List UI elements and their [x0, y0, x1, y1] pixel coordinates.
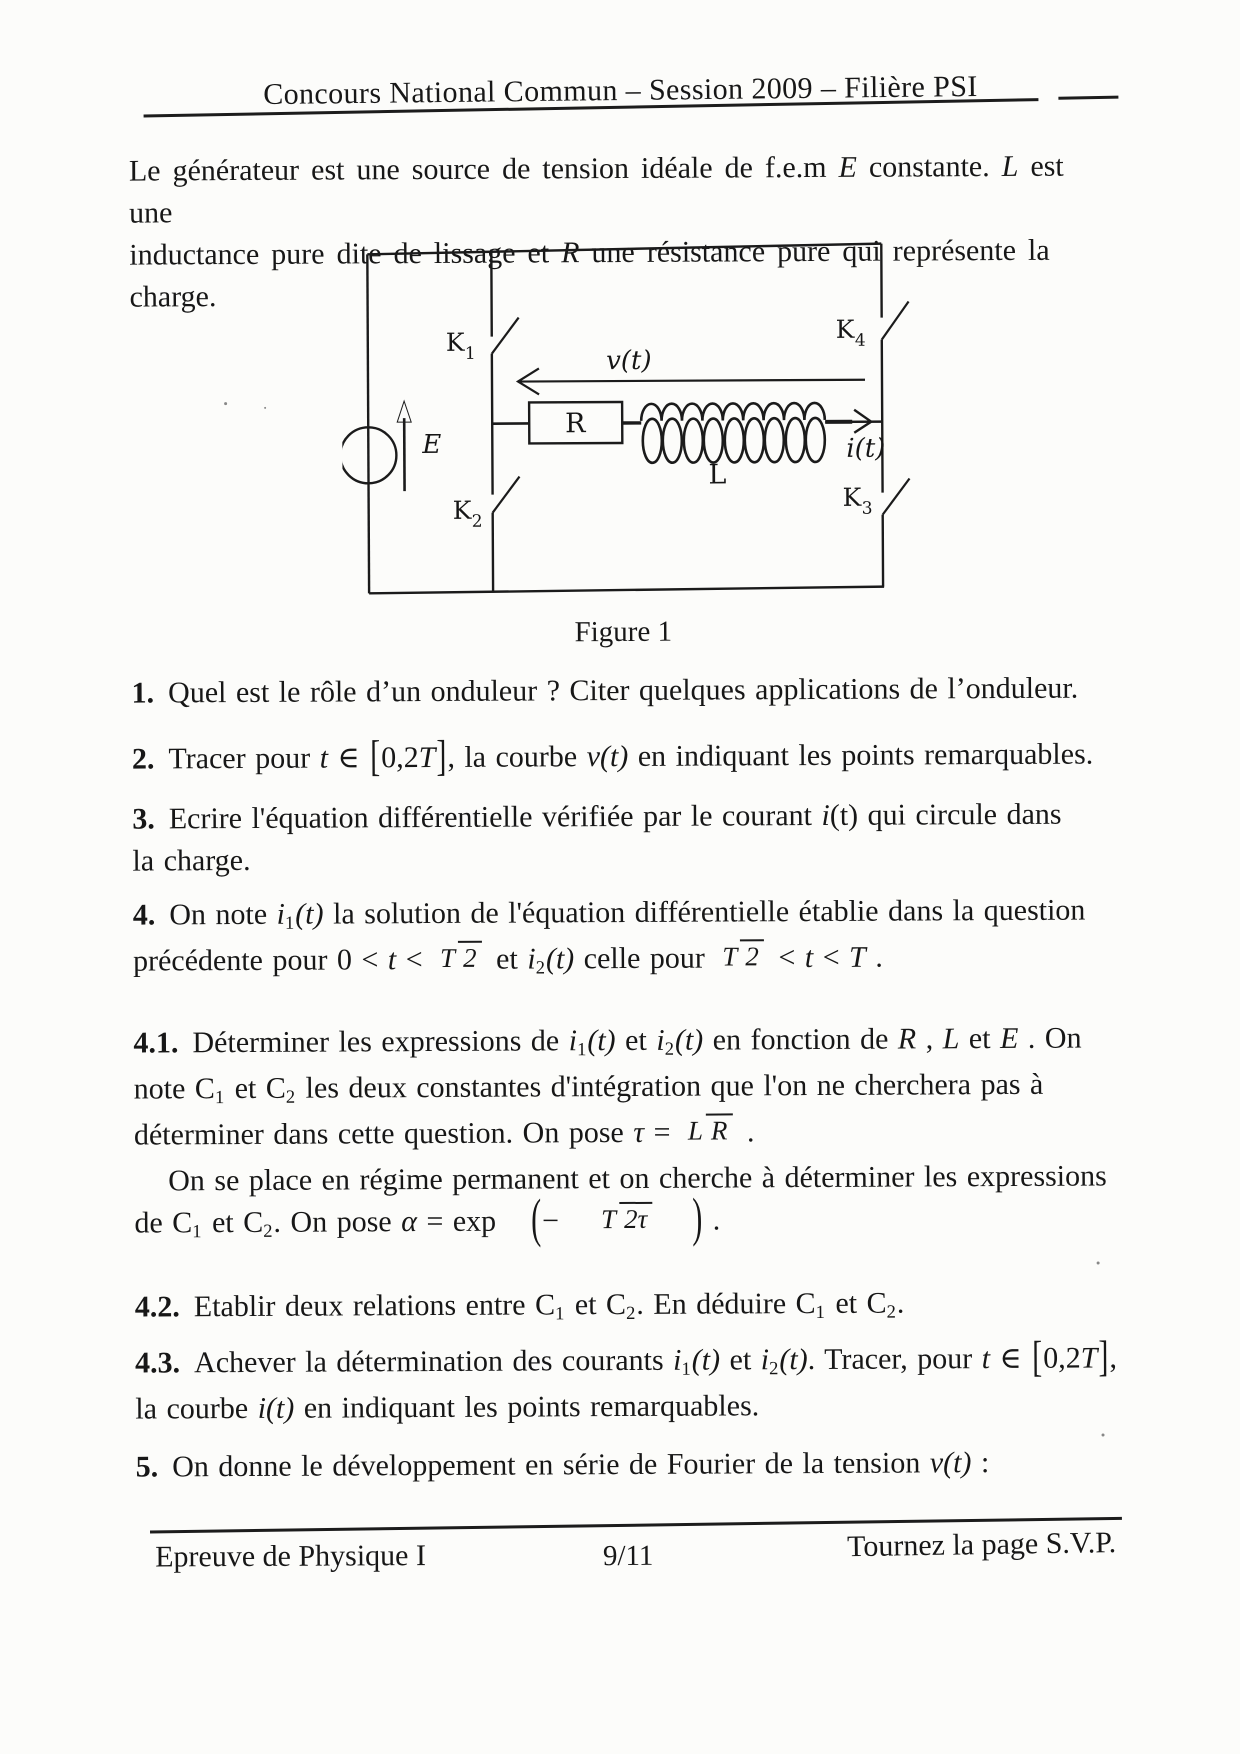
svg-text:K: K	[835, 314, 855, 344]
inductor-coil-icon	[641, 403, 825, 463]
question-4-2: 4.2. Etablir deux relations entre C1 et C2. En déduire C1 et C2.	[134, 1286, 905, 1325]
question-number: 5.	[135, 1450, 159, 1484]
footer-exam-title: Epreuve de Physique I	[155, 1539, 426, 1574]
inductor-label: L	[708, 459, 727, 491]
switch-k2-label	[453, 496, 483, 532]
question-number: 1.	[131, 676, 155, 710]
switch-k4-icon	[882, 301, 909, 339]
scan-speck	[1102, 1433, 1105, 1436]
scan-speck	[1097, 1262, 1100, 1265]
switch-k3-label	[843, 483, 873, 519]
footer-turn-page-note: Tournez la page S.V.P.	[846, 1526, 1117, 1564]
middle-wire	[491, 250, 493, 593]
switch-k1-label	[446, 328, 476, 364]
switch-k3-icon	[883, 478, 910, 514]
outer-loop-wires	[367, 244, 884, 594]
steady-state-paragraph: On se place en régime permanent et on cherche à déterminer les expressions de C1 et C2. On pose α = exp (− T 2τ ) .	[134, 1159, 1107, 1249]
question-2: 2. Tracer pour t ∈ [0,2T], la courbe v(t) en indiquant les points remarquables.	[131, 732, 1094, 781]
question-4: 4. On note i1(t) la solution de l'équation différentielle établie dans la question précédente pour 0 < t < T 2 et i2(t) celle pour T 2 < t < T .	[132, 893, 1086, 979]
svg-text:K: K	[445, 327, 465, 357]
svg-text:2: 2	[471, 511, 483, 532]
question-number: 4.3.	[135, 1346, 181, 1380]
question-4-1: 4.1. Déterminer les expressions de i1(t) et i2(t) en fonction de R , L et E . On note C1 et C2 les deux constantes d'intégration que l'on ne cherchera pas à déterminer dans cette question. On pose τ = L R .	[133, 1021, 1082, 1152]
scan-speck	[264, 407, 266, 409]
question-number: 4.	[132, 898, 156, 932]
right-wire	[881, 244, 883, 587]
switch-k4-label	[836, 315, 866, 351]
scan-speck	[224, 402, 227, 405]
resistor-label: R	[564, 408, 586, 440]
switch-k1-icon	[492, 318, 519, 354]
question-1: 1. Quel est le rôle d’un onduleur ? Citer quelques applications de l’onduleur.	[131, 671, 1079, 710]
svg-text:K: K	[452, 495, 472, 525]
voltage-label: v(t)	[606, 345, 652, 377]
question-number: 4.1.	[133, 1026, 179, 1060]
current-arrow-icon	[825, 410, 882, 433]
svg-text:1: 1	[464, 343, 476, 364]
switch-k2-icon	[492, 477, 519, 513]
question-number: 3.	[132, 802, 155, 836]
intro-paragraph: Le générateur est une source de tension idéale de f.e.m E constante. L est une inductance pure dite de lissage et R une résistance pure qui représente la charge.	[128, 149, 1064, 314]
bottom-wire	[369, 587, 884, 594]
figure-caption: Figure 1	[574, 615, 673, 649]
question-4-3: 4.3. Achever la détermination des courants i1(t) et i2(t). Tracer, pour t ∈ [0,2T], la courbe i(t) en indiquant les points remarquables.	[135, 1332, 1117, 1426]
emf-arrow-icon	[397, 401, 411, 491]
left-wire	[367, 254, 369, 593]
voltage-arrow-icon	[518, 367, 865, 395]
svg-text:3: 3	[861, 498, 873, 519]
circuit-figure	[341, 238, 913, 601]
question-number: 2.	[131, 742, 155, 776]
emf-label: E	[422, 429, 442, 461]
top-wire	[367, 244, 881, 255]
question-3: 3. Ecrire l'équation différentielle vérifiée par le courant i(t) qui circule dans la charge.	[132, 797, 1062, 878]
question-number: 4.2.	[134, 1290, 180, 1324]
current-label: i(t)	[846, 433, 886, 464]
page-number: 9/11	[602, 1539, 654, 1573]
svg-text:K: K	[842, 482, 862, 512]
page-title: Concours National Commun – Session 2009 – Filière PSI	[263, 69, 978, 112]
svg-text:4: 4	[854, 330, 866, 351]
question-5: 5. On donne le développement en série de Fourier de la tension v(t) :	[135, 1446, 990, 1484]
